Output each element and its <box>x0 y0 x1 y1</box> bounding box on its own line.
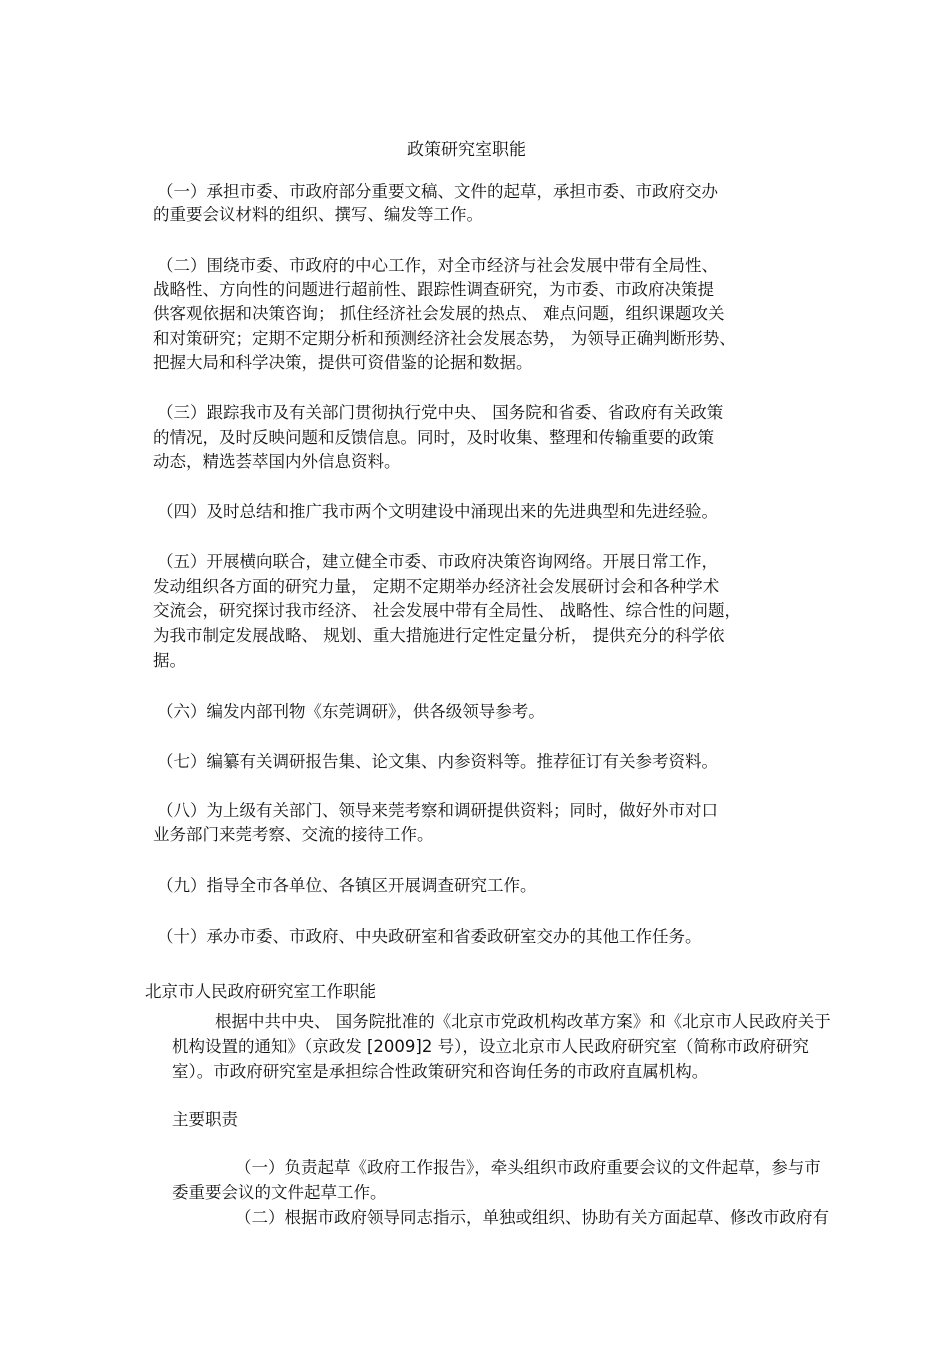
text-line: 动态，精选荟萃国内外信息资料。 <box>153 452 401 471</box>
text-line: 和对策研究；定期不定期分析和预测经济社会发展态势， 为领导正确判断形势、 <box>153 329 736 348</box>
text-line: 供客观依据和决策咨询； 抓住经济社会发展的热点、 难点问题，组织课题攻关 <box>153 304 725 323</box>
text-line: 业务部门来莞考察、交流的接待工作。 <box>153 825 434 844</box>
text-line: 把握大局和科学决策，提供可资借鉴的论据和数据。 <box>153 353 533 372</box>
text-line: （一）承担市委、市政府部分重要文稿、文件的起草，承担市委、市政府交办 <box>157 182 718 201</box>
text-line: （六）编发内部刊物《东莞调研》，供各级领导参考。 <box>157 702 545 721</box>
section-title-policy-research: 政策研究室职能 <box>407 140 526 160</box>
text-line: （五）开展横向联合，建立健全市委、市政府决策咨询网络。开展日常工作， <box>157 552 718 571</box>
text-line: 室）。市政府研究室是承担综合性政策研究和咨询任务的市政府直属机构。 <box>172 1062 709 1081</box>
text-line: 交流会，研究探讨我市经济、 社会发展中带有全局性、 战略性、综合性的问题， <box>153 601 741 620</box>
text-line: 机构设置的通知》（京政发 [2009]2 号），设立北京市人民政府研究室（简称市政府研究 <box>172 1037 809 1056</box>
text-line: 据。 <box>153 651 186 670</box>
text-line: 为我市制定发展战略、 规划、重大措施进行定性定量分析， 提供充分的科学依 <box>153 626 725 645</box>
text-line: （九）指导全市各单位、各镇区开展调查研究工作。 <box>157 876 537 895</box>
text-line: （三）跟踪我市及有关部门贯彻执行党中央、 国务院和省委、省政府有关政策 <box>157 403 724 422</box>
text-line: 的重要会议材料的组织、撰写、编发等工作。 <box>153 205 483 224</box>
text-line: （二）根据市政府领导同志指示，单独或组织、协助有关方面起草、修改市政府有 <box>235 1208 829 1227</box>
text-line: 根据中共中央、 国务院批准的《北京市党政机构改革方案》和《北京市人民政府关于 <box>215 1012 831 1031</box>
text-line: （七）编纂有关调研报告集、论文集、内参资料等。推荐征订有关参考资料。 <box>157 752 718 771</box>
text-line: （一）负责起草《政府工作报告》，牵头组织市政府重要会议的文件起草，参与市 <box>235 1158 821 1177</box>
text-line: 委重要会议的文件起草工作。 <box>172 1183 387 1202</box>
text-line: 发动组织各方面的研究力量， 定期不定期举办经济社会发展研讨会和各种学术 <box>153 577 720 596</box>
text-line: 的情况，及时反映问题和反馈信息。同时，及时收集、整理和传输重要的政策 <box>153 428 714 447</box>
subheading-main-duties: 主要职责 <box>172 1110 238 1129</box>
text-line: （四）及时总结和推广我市两个文明建设中涌现出来的先进典型和先进经验。 <box>157 502 718 521</box>
text-line: （十）承办市委、市政府、中央政研室和省委政研室交办的其他工作任务。 <box>157 927 702 946</box>
section-title-beijing: 北京市人民政府研究室工作职能 <box>145 982 376 1001</box>
text-line: （二）围绕市委、市政府的中心工作，对全市经济与社会发展中带有全局性、 <box>157 256 718 275</box>
text-line: 战略性、方向性的问题进行超前性、跟踪性调查研究，为市委、市政府决策提 <box>153 280 714 299</box>
text-line: （八）为上级有关部门、领导来莞考察和调研提供资料；同时，做好外市对口 <box>157 801 718 820</box>
